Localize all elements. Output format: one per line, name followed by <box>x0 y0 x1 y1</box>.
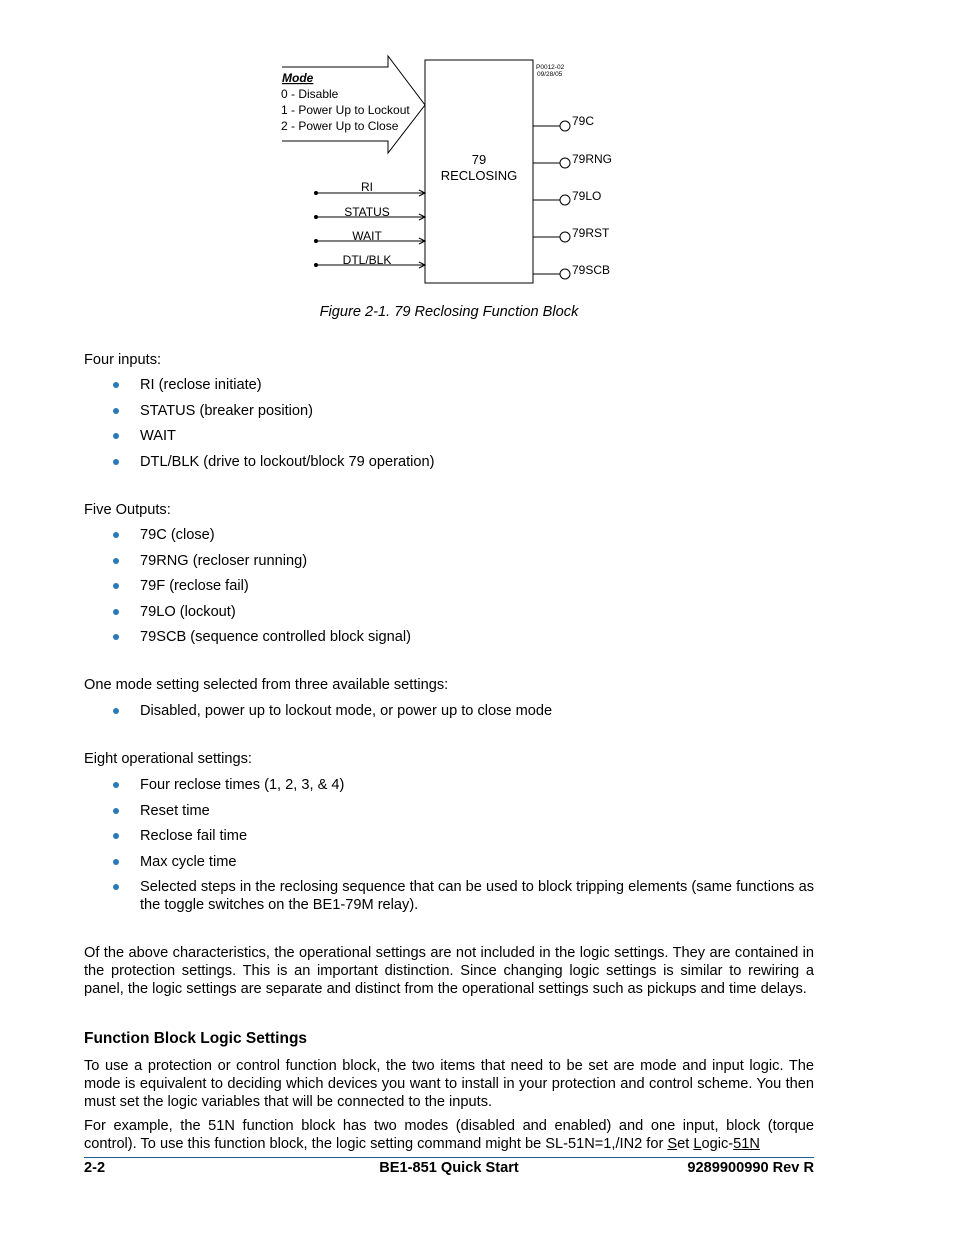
reclosing-function-block-diagram <box>270 50 670 290</box>
diagram-ref-date: 09/28/05 <box>537 71 563 78</box>
output-label-79c: 79C <box>572 114 595 128</box>
input-label-ri: RI <box>361 180 373 194</box>
footer-title: BE1-851 Quick Start <box>379 1160 519 1176</box>
mode-title: Mode <box>282 71 314 85</box>
input-wait <box>314 229 425 244</box>
input-dtl-blk <box>314 253 425 268</box>
list-item: Selected steps in the reclosing sequence that can be used to block tripping elements (same functions as the toggle switches on the BE1-79M relay). <box>84 878 814 914</box>
example-underlined-51n: 51N <box>733 1136 760 1152</box>
inputs-list <box>84 376 814 478</box>
usage-paragraph: To use a protection or control function block, the two items that need to be set are mode and input logic. The mode is equivalent to deciding which devices you want to install in your protection and control scheme. You then must set the logic variables that will be connected to the inputs. <box>84 1058 814 1110</box>
example-text: For example, the 51N function block has two modes (disabled and enabled) and one input, block (torque control). To use this function block, the logic setting command might be SL-51N=1,/IN2 for <box>84 1118 814 1152</box>
operational-list <box>84 776 814 922</box>
input-status <box>314 205 425 220</box>
output-label-79rst: 79RST <box>572 226 610 240</box>
list-item: Reclose fail time <box>84 827 814 845</box>
input-label-status: STATUS <box>344 205 390 219</box>
inputs-intro: Four inputs: <box>84 352 162 368</box>
outputs-list <box>84 526 814 654</box>
operational-intro: Eight operational settings: <box>84 751 252 767</box>
list-item: Disabled, power up to lockout mode, or power up to close mode <box>84 702 814 720</box>
footer-page-number: 2-2 <box>84 1160 106 1176</box>
block-label-number: 79 <box>471 152 487 167</box>
output-79lo <box>533 189 601 205</box>
output-79rng <box>533 152 612 168</box>
output-79c <box>533 114 594 131</box>
mode-intro: One mode setting selected from three available settings: <box>84 677 449 693</box>
list-item: STATUS (breaker position) <box>84 402 814 420</box>
list-item: 79SCB (sequence controlled block signal) <box>84 628 814 646</box>
list-item: 79LO (lockout) <box>84 603 814 621</box>
output-label-79rng: 79RNG <box>572 152 613 166</box>
list-item: 79F (reclose fail) <box>84 577 814 595</box>
list-item: 79RNG (recloser running) <box>84 552 814 570</box>
characteristics-paragraph: Of the above characteristics, the operational settings are not included in the logic settings. They are contained in the protection settings. This is an important distinction. Since changing logic settings is similar to rewiring a panel, the logic settings are separate and distinct from the operational settings such as pickups and time delays. <box>84 945 814 997</box>
list-item: DTL/BLK (drive to lockout/block 79 operation) <box>84 453 814 471</box>
output-label-79scb: 79SCB <box>572 263 611 277</box>
mode-list <box>84 702 814 728</box>
input-label-wait: WAIT <box>352 229 382 243</box>
list-item: Max cycle time <box>84 853 814 871</box>
mode-option-1: 1 - Power Up to Lockout <box>281 103 410 117</box>
list-item: 79C (close) <box>84 526 814 544</box>
example-underlined-s: S <box>667 1136 678 1152</box>
list-item: Reset time <box>84 802 814 820</box>
footer-divider <box>84 1157 814 1158</box>
diagram-ref-code: P0012-02 <box>536 64 565 71</box>
mode-option-0: 0 - Disable <box>281 87 339 101</box>
example-ogic: ogic- <box>701 1136 734 1152</box>
footer-document-number: 9289900990 Rev R <box>687 1160 814 1176</box>
output-label-79lo: 79LO <box>572 189 602 203</box>
list-item: RI (reclose initiate) <box>84 376 814 394</box>
example-paragraph <box>84 1117 814 1153</box>
outputs-intro: Five Outputs: <box>84 502 171 518</box>
section-heading: Function Block Logic Settings <box>84 1030 308 1047</box>
block-label-name: RECLOSING <box>440 168 518 183</box>
example-et: et <box>677 1136 694 1152</box>
input-ri <box>314 180 425 196</box>
mode-option-2: 2 - Power Up to Close <box>281 119 399 133</box>
figure-caption: Figure 2-1. 79 Reclosing Function Block <box>319 304 579 320</box>
input-label-dtl-blk: DTL/BLK <box>342 253 392 267</box>
list-item: WAIT <box>84 427 814 445</box>
list-item: Four reclose times (1, 2, 3, & 4) <box>84 776 814 794</box>
example-underlined-l: L <box>693 1136 702 1152</box>
output-79rst <box>533 226 610 242</box>
output-79scb <box>533 263 610 279</box>
